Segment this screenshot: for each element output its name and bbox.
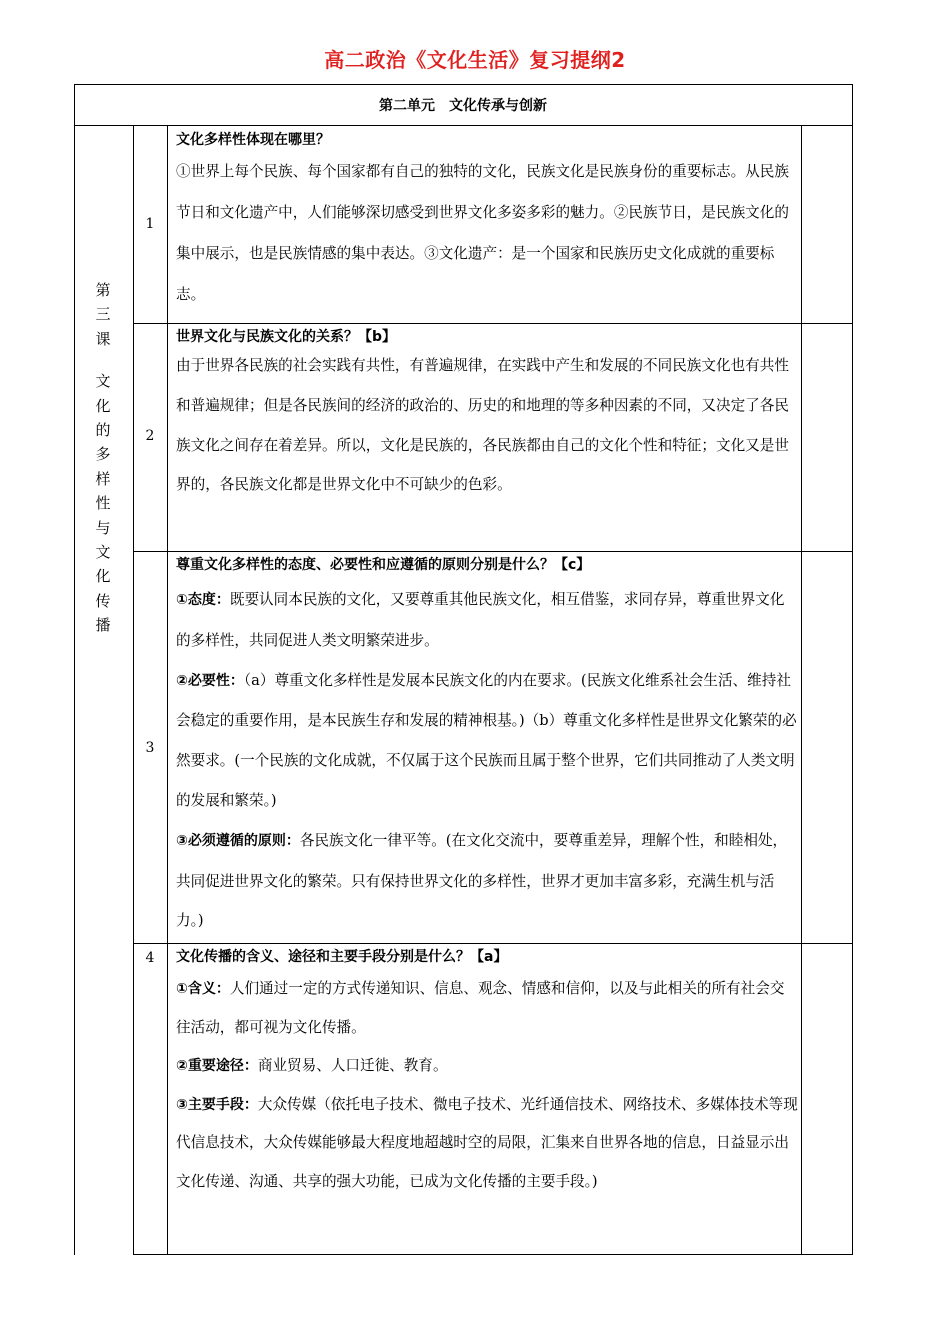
lesson-char: 第: [95, 281, 111, 299]
num-col-border: [167, 125, 168, 1255]
row-4-means: [176, 1086, 798, 1202]
row-2-content: [176, 328, 798, 505]
lesson-char: 样: [95, 469, 111, 488]
row-3-necessity-label: ②必要性：: [176, 672, 244, 689]
lesson-char: 化: [95, 567, 111, 586]
lesson-char: 课: [95, 329, 111, 348]
row-4-meaning: [176, 970, 798, 1047]
row-3-principle: [176, 821, 798, 941]
lesson-char: 三: [95, 305, 111, 324]
row-number: 1: [145, 216, 155, 232]
document-title: 高二政治《文化生活》复习提纲2: [324, 48, 626, 72]
row-1-body: ①世界上每个民族、每个国家都有自己的独特的文化，民族文化是民族身份的重要标志。从民族节日和文化遗产中，人们能够深切感受到世界文化多姿多彩的魅力。②民族节日，是民族文化的集中展示，也是民族情感的集中表达。③文化遗产：是一个国家和民族历史文化成就的重要标志。: [176, 163, 789, 303]
row-4-question: 文化传播的含义、途径和主要手段分别是什么？【a】: [176, 949, 508, 965]
row-2-question: 世界文化与民族文化的关系？【b】: [176, 329, 397, 345]
lesson-char: 化: [95, 396, 111, 415]
row-4-channels-label: ②重要途径：: [176, 1058, 258, 1075]
lesson-char: 多: [95, 445, 111, 464]
lesson-char: 文: [95, 372, 111, 391]
row-3-attitude-text: 既要认同本民族的文化，又要尊重其他民族文化，相互借鉴，求同存异，尊重世界文化的多样性，共同促进人类文明繁荣进步。: [176, 591, 785, 649]
table-left-border: [74, 84, 75, 1255]
lesson-char: 的: [95, 421, 111, 440]
row-3-attitude-label: ①态度：: [176, 592, 230, 608]
row-4-channels-text: 商业贸易、人口迁徙、教育。: [257, 1057, 448, 1075]
row-4-meaning-text: 人们通过一定的方式传递知识、信息、观念、情感和信仰，以及与此相关的所有社会交往活动，都可视为文化传播。: [176, 980, 785, 1036]
content-col-border: [801, 125, 802, 1255]
lesson-char: 性: [95, 494, 111, 513]
row-3-principle-text: 各民族文化一律平等。(在文化交流中，要尊重差异，理解个性，和睦相处，共同促进世界文化的繁荣。只有保持世界文化的多样性，世界才更加丰富多彩，充满生机与活力。): [176, 831, 788, 930]
row-3-necessity: [176, 661, 798, 821]
lesson-col-border: [133, 125, 134, 1255]
row-3-principle-label: ③必须遵循的原则：: [176, 832, 300, 849]
row-3-content: [176, 555, 798, 941]
row-number: 3: [145, 740, 155, 756]
lesson-char: 与: [95, 518, 111, 537]
row-3-question: 尊重文化多样性的态度、必要性和应遵循的原则分别是什么？【c】: [176, 557, 591, 573]
lesson-char: 播: [95, 616, 111, 635]
lesson-char: 传: [95, 591, 111, 610]
row-number: 2: [145, 428, 155, 444]
row-4-means-label: ③主要手段：: [176, 1096, 258, 1113]
row-4-content: [176, 948, 798, 1202]
table-right-border: [852, 84, 853, 1255]
row3-bottom-border: [133, 943, 853, 944]
unit-title: 第二单元 文化传承与创新: [379, 97, 547, 114]
lesson-char: 文: [95, 543, 111, 562]
row-3-attitude: [176, 580, 798, 661]
row-number: 4: [145, 950, 155, 966]
row-1-question: 文化多样性体现在哪里？: [176, 132, 330, 148]
row-4-channels: [176, 1047, 798, 1086]
row-4-meaning-label: ①含义：: [176, 981, 230, 997]
row-3-necessity-text: （a）尊重文化多样性是发展本民族文化的内在要求。(民族文化维系社会生活、维持社会稳定的重要作用，是本民族生存和发展的精神根基。)（b）尊重文化多样性是世界文化繁荣的必然要求。(一个民族的文化成就，不仅属于这个民族而且属于整个世界，它们共同推动了人类文明的发展和繁荣。): [176, 671, 797, 809]
row-2-body: 由于世界各民族的社会实践有共性，有普遍规律，在实践中产生和发展的不同民族文化也有共性和普遍规律；但是各民族间的经济的政治的、历史的和地理的等多种因素的不同，又决定了各民族文化之间存在着差异。所以，文化是民族的，各民族都由自己的文化个性和特征；文化又是世界的，各民族文化都是世界文化中不可缺少的色彩。: [176, 357, 789, 494]
row4-bottom-border: [133, 1254, 853, 1255]
row-1-content: [176, 129, 798, 315]
unit-bottom-border: [74, 125, 853, 126]
row1-bottom-border: [133, 323, 853, 324]
row-4-means-text: 大众传媒（依托电子技术、微电子技术、光纤通信技术、网络技术、多媒体技术等现代信息技术，大众传媒能够最大程度地超越时空的局限，汇集来自世界各地的信息，日益显示出文化传递、沟通、共享的强大功能，已成为文化传播的主要手段。): [176, 1095, 798, 1190]
lesson-label: [94, 278, 112, 638]
row2-bottom-border: [133, 551, 853, 552]
